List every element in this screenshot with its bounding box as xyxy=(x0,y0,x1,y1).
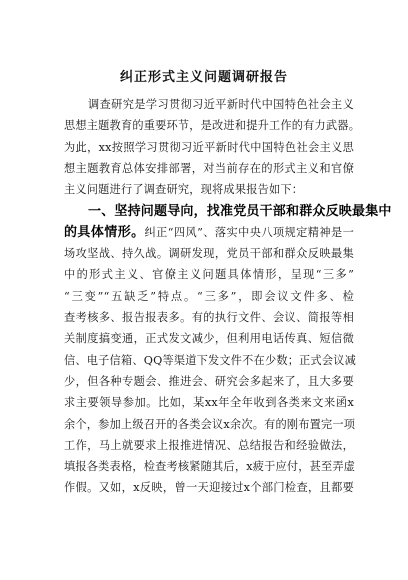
paragraph-line: 场攻坚战、持久战。调研发现，党员干部和群众反映最集 xyxy=(64,247,354,261)
paragraph-line: 求主要领导参加。比如，某xx年全年收到各类来文来函x xyxy=(64,396,354,410)
paragraph-line: 余个，参加上级召开的各类会议x余次。有的刚布置完一项 xyxy=(64,417,356,431)
paragraph-line: 想主题教育总体安排部署，对当前存在的形式主义和官僚 xyxy=(64,161,354,175)
paragraph-line: 思想主题教育的重要环节，是改进和提升工作的有力武器。 xyxy=(64,119,361,133)
paragraph-line xyxy=(88,202,392,222)
document-title: 纠正形式主义问题调研报告 xyxy=(119,70,288,85)
section-heading: 一、坚持问题导向，找准党员干部和群众反映最集中 xyxy=(88,203,392,219)
paragraph-line: 工作，马上就要求上报推进情况、总结报告和经验做法， xyxy=(64,438,354,452)
paragraph-text: 纠正“四风”、落实中央八项规定精神是一 xyxy=(144,225,354,239)
paragraph-line: “三变”“五缺乏”特点。“三多”，即会议文件多、检 xyxy=(64,289,354,303)
section-heading-tail: 的具体情形。 xyxy=(64,224,145,240)
paragraph-line: 调查研究是学习贯彻习近平新时代中国特色社会主义 xyxy=(88,98,354,111)
paragraph-line: 主义问题进行了调查研究，现将成果报告如下： xyxy=(64,183,304,197)
paragraph-line: 填报各类表格，检查考核紧随其后，x疲于应付，甚至弄虚 xyxy=(64,460,356,474)
paragraph-line: 作假。又如，x反映，曾一天迎接过x个部门检查，且都要 xyxy=(64,481,354,495)
paragraph-line: 查考核多、报告报表多。有的执行文件、会议、简报等相 xyxy=(64,311,354,324)
paragraph-line: 关制度搞变通，正式发文减少，但利用电话传真、短信微 xyxy=(64,332,354,346)
paragraph-line xyxy=(64,223,354,243)
paragraph-line: 少，但各种专题会、推进会、研究会多起来了，且大多要 xyxy=(64,374,354,388)
paragraph-line: 信、电子信箱、QQ等渠道下发文件不在少数；正式会议减 xyxy=(64,353,357,367)
paragraph-line: 为此，xx按照学习贯彻习近平新时代中国特色社会主义思 xyxy=(64,140,354,154)
paragraph-line: 中的形式主义、官僚主义问题具体情形，呈现“三多” xyxy=(64,268,354,282)
